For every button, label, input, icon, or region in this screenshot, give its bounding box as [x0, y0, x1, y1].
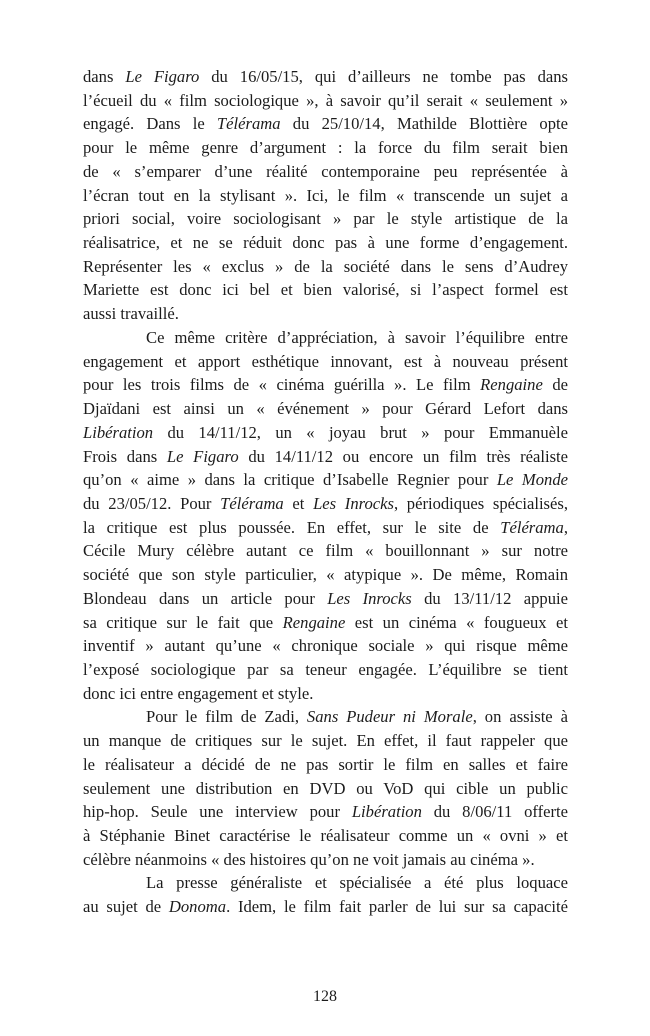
- text-line: [83, 824, 568, 848]
- text-line: [83, 421, 568, 445]
- paragraph: [83, 871, 568, 918]
- text-run: du 23/05/12. Pour: [83, 493, 221, 513]
- text-run: inventif » autant qu’une « chronique sociale » qui risque même: [83, 636, 568, 656]
- text-line: [83, 350, 568, 374]
- text-run: de « s’emparer d’une réalité contemporaine peu représentée à: [83, 161, 568, 181]
- text-run: à Stéphanie Binet caractérise le réalisateur comme un « ovni » et: [83, 826, 568, 845]
- text-line: [83, 800, 568, 824]
- text-run: le réalisateur a décidé de ne pas sortir le film en salles et faire: [83, 754, 568, 774]
- text-line: [83, 634, 568, 658]
- text-line: [83, 705, 568, 729]
- text-line: [83, 777, 568, 801]
- text-run: Mariette est donc ici bel et bien valorisé, si l’aspect formel est: [83, 280, 568, 300]
- text-run: , on assiste à: [472, 707, 568, 727]
- text-line: [83, 373, 568, 397]
- text-run: , périodiques spécialisés,: [393, 493, 568, 513]
- text-run: ,: [563, 517, 568, 537]
- text-run: du 16/05/15, qui d’ailleurs ne tombe pas dans: [199, 67, 568, 86]
- text-run: un manque de critiques sur le sujet. En effet, il faut rappeler que: [83, 731, 568, 751]
- text-line: [83, 871, 568, 895]
- text-run: engagement et apport esthétique innovant, est à nouveau présent: [83, 351, 568, 371]
- text-run: la critique est plus poussée. En effet, sur le site de: [83, 517, 501, 537]
- text-run: engagé. Dans le: [83, 114, 217, 134]
- text-line: [83, 563, 568, 587]
- text-line: [83, 207, 568, 231]
- text-run: Pour le film de Zadi,: [146, 707, 307, 727]
- text-run: Cécile Mury célèbre autant ce film « bouillonnant » sur notre: [83, 541, 568, 561]
- italic-title: Télérama: [500, 517, 564, 537]
- italic-title: Libération: [83, 422, 154, 442]
- text-line: [83, 231, 568, 255]
- italic-title: Le Monde: [496, 470, 568, 490]
- text-line: [83, 397, 568, 421]
- text-line: [83, 539, 568, 563]
- text-run: société que son style particulier, « atypique ». De même, Romain: [83, 565, 568, 585]
- text-run: et: [283, 493, 314, 513]
- italic-title: Le Figaro: [125, 67, 200, 86]
- text-line: [83, 89, 568, 113]
- italic-title: Télérama: [216, 114, 281, 134]
- text-line: [83, 445, 568, 469]
- text-run: pour les trois films de « cinéma guérilla ». Le film: [83, 375, 481, 395]
- text-line: [83, 65, 568, 89]
- text-run: donc ici entre engagement et style.: [83, 683, 314, 703]
- text-run: célèbre néanmoins « des histoires qu’on ne voit jamais au cinéma ».: [83, 849, 535, 869]
- text-line: [83, 895, 568, 919]
- text-run: pour le même genre d’argument : la force du film serait bien: [83, 138, 568, 158]
- text-line: [83, 112, 568, 136]
- text-run: sa critique sur le fait que: [83, 612, 283, 632]
- italic-title: Rengaine: [282, 612, 346, 632]
- text-run: Représenter les « exclus » de la société dans le sens d’Audrey: [83, 256, 568, 276]
- paragraph: [83, 65, 568, 326]
- text-line: [83, 516, 568, 540]
- text-run: aussi travaillé.: [83, 304, 179, 324]
- text-line: [83, 658, 568, 682]
- body-text: [83, 65, 568, 919]
- italic-title: Télérama: [220, 493, 284, 513]
- text-run: . Idem, le film fait parler de lui sur sa capacité: [226, 897, 568, 917]
- italic-title: Les Inrocks: [327, 588, 412, 608]
- text-run: seulement une distribution en DVD ou VoD qui cible un public: [83, 778, 568, 798]
- text-run: Frois dans: [83, 446, 167, 466]
- italic-title: Les Inrocks: [313, 493, 394, 513]
- text-run: au sujet de: [83, 897, 169, 917]
- text-run: priori social, voire sociologisant » par le style artistique de la: [83, 209, 568, 229]
- paragraph: [83, 326, 568, 706]
- text-run: l’écueil du « film sociologique », à savoir qu’il serait « seulement »: [83, 90, 568, 110]
- paragraph: [83, 705, 568, 871]
- italic-title: Rengaine: [480, 375, 543, 395]
- text-run: du 13/11/12 appuie: [411, 588, 568, 608]
- italic-title: Sans Pudeur ni Morale: [306, 707, 473, 727]
- italic-title: Libération: [351, 802, 422, 822]
- text-line: [83, 729, 568, 753]
- text-run: est un cinéma « fougueux et: [345, 612, 568, 632]
- text-run: Blondeau dans un article pour: [83, 588, 328, 608]
- text-run: qu’on « aime » dans la critique d’Isabelle Regnier pour: [83, 470, 497, 490]
- text-line: [83, 611, 568, 635]
- text-line: [83, 468, 568, 492]
- text-run: réalisatrice, et ne se réduit donc pas à une forme d’engagement.: [83, 233, 568, 253]
- text-run: Ce même critère d’appréciation, à savoir l’équilibre entre: [146, 327, 568, 347]
- text-run: l’écran tout en la stylisant ». Ici, le film « transcende un sujet a: [83, 185, 568, 205]
- text-run: du 8/06/11 offerte: [421, 802, 568, 822]
- text-line: [83, 255, 568, 279]
- page-number: 128: [313, 988, 337, 1005]
- text-line: [83, 136, 568, 160]
- text-line: [83, 682, 568, 706]
- text-line: [83, 160, 568, 184]
- italic-title: Donoma: [168, 897, 227, 917]
- text-line: [83, 492, 568, 516]
- text-run: Djaïdani est ainsi un « événement » pour Gérard Lefort dans: [83, 399, 568, 419]
- text-run: du 25/10/14, Mathilde Blottière opte: [280, 114, 568, 134]
- text-run: du 14/11/12, un « joyau brut » pour Emmanuèle: [153, 422, 568, 442]
- text-line: [83, 302, 568, 326]
- text-run: dans: [83, 67, 126, 86]
- text-line: [83, 326, 568, 350]
- text-run: de: [542, 375, 568, 395]
- text-line: [83, 753, 568, 777]
- text-run: du 14/11/12 ou encore un film très réaliste: [238, 446, 569, 466]
- text-line: [83, 587, 568, 611]
- text-line: [83, 278, 568, 302]
- italic-title: Le Figaro: [166, 446, 239, 466]
- text-line: [83, 184, 568, 208]
- text-run: La presse généraliste et spécialisée a été plus loquace: [146, 873, 568, 893]
- text-run: hip-hop. Seule une interview pour: [83, 802, 352, 822]
- text-run: l’exposé sociologique par sa teneur engagée. L’équilibre se tient: [83, 659, 568, 679]
- text-line: [83, 848, 568, 872]
